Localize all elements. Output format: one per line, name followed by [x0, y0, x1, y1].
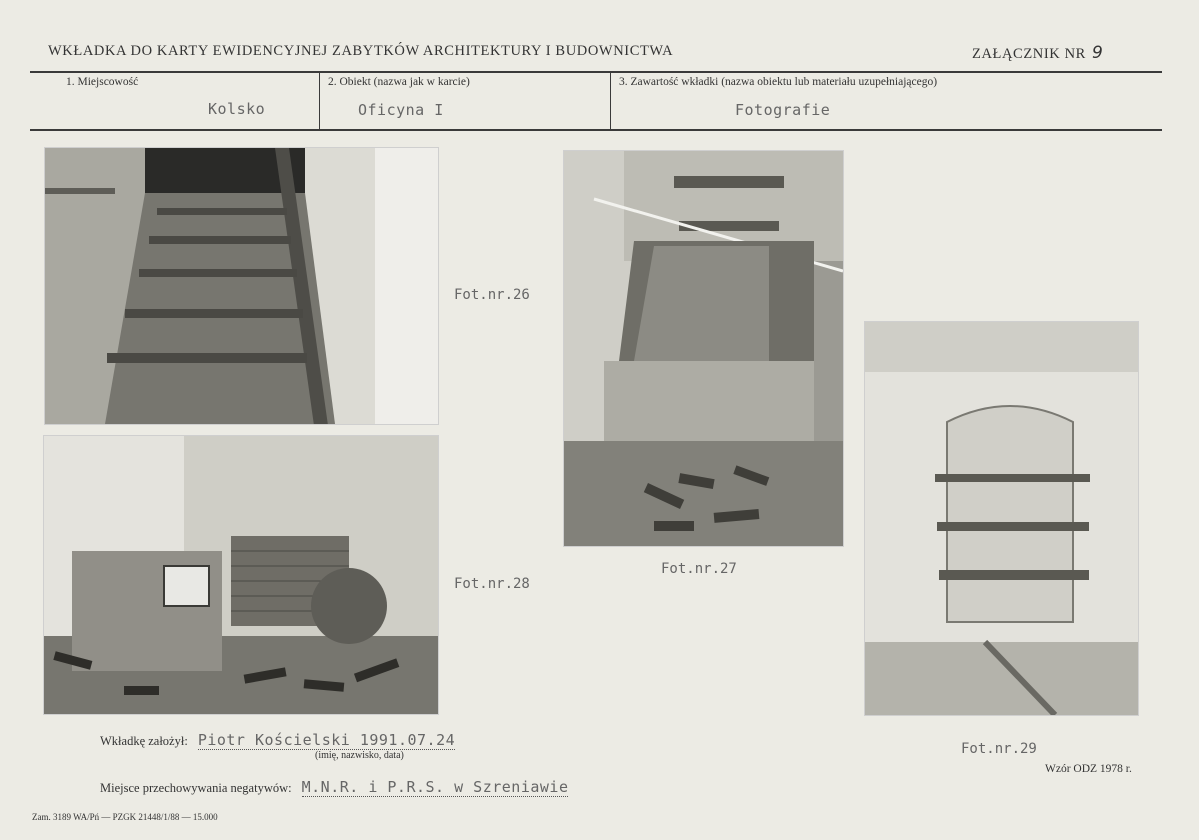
locality-label: 1. Miejscowość	[66, 76, 139, 88]
photo-caption-26: Fot.nr.26	[454, 287, 530, 303]
annex-label: ZAŁĄCZNIK NR	[972, 46, 1086, 62]
storage-row	[100, 778, 568, 797]
photo-wall-shelves	[864, 321, 1139, 716]
photo-staircase	[44, 147, 439, 425]
form-reference: Wzór ODZ 1978 r.	[1045, 763, 1132, 775]
photo-trough	[563, 150, 844, 547]
field-divider	[610, 73, 611, 129]
author-row	[100, 731, 455, 750]
annex-number-value: 9	[1091, 43, 1104, 63]
photo-caption-27: Fot.nr.27	[661, 561, 737, 577]
annex-number	[972, 43, 1103, 63]
author-hint: (imię, nazwisko, data)	[315, 750, 404, 761]
author-value: Piotr Kościelski 1991.07.24	[197, 731, 456, 749]
contents-label: 3. Zawartość wkładki (nazwa obiektu lub materiału uzupełniającego)	[619, 76, 938, 88]
photo-caption-28: Fot.nr.28	[454, 576, 530, 592]
storage-label: Miejsce przechowywania negatywów:	[100, 781, 292, 795]
field-divider	[319, 73, 320, 129]
header-rule-bottom	[30, 129, 1162, 131]
photo-caption-29: Fot.nr.29	[961, 741, 1037, 757]
author-label: Wkładkę założył:	[100, 734, 188, 748]
header-rule-top	[30, 71, 1162, 73]
locality-value: Kolsko	[208, 100, 266, 118]
form-title: WKŁADKA DO KARTY EWIDENCYJNEJ ZABYTKÓW ARCHITEKTURY I BUDOWNICTWA	[48, 43, 674, 59]
object-label: 2. Obiekt (nazwa jak w karcie)	[328, 76, 470, 88]
contents-value: Fotografie	[735, 101, 831, 119]
storage-value: M.N.R. i P.R.S. w Szreniawie	[301, 778, 569, 796]
object-value: Oficyna I	[358, 101, 444, 119]
print-reference: Zam. 3189 WA/Pń — PZGK 21448/1/88 — 15.000	[32, 812, 218, 822]
photo-stove-room	[43, 435, 439, 715]
